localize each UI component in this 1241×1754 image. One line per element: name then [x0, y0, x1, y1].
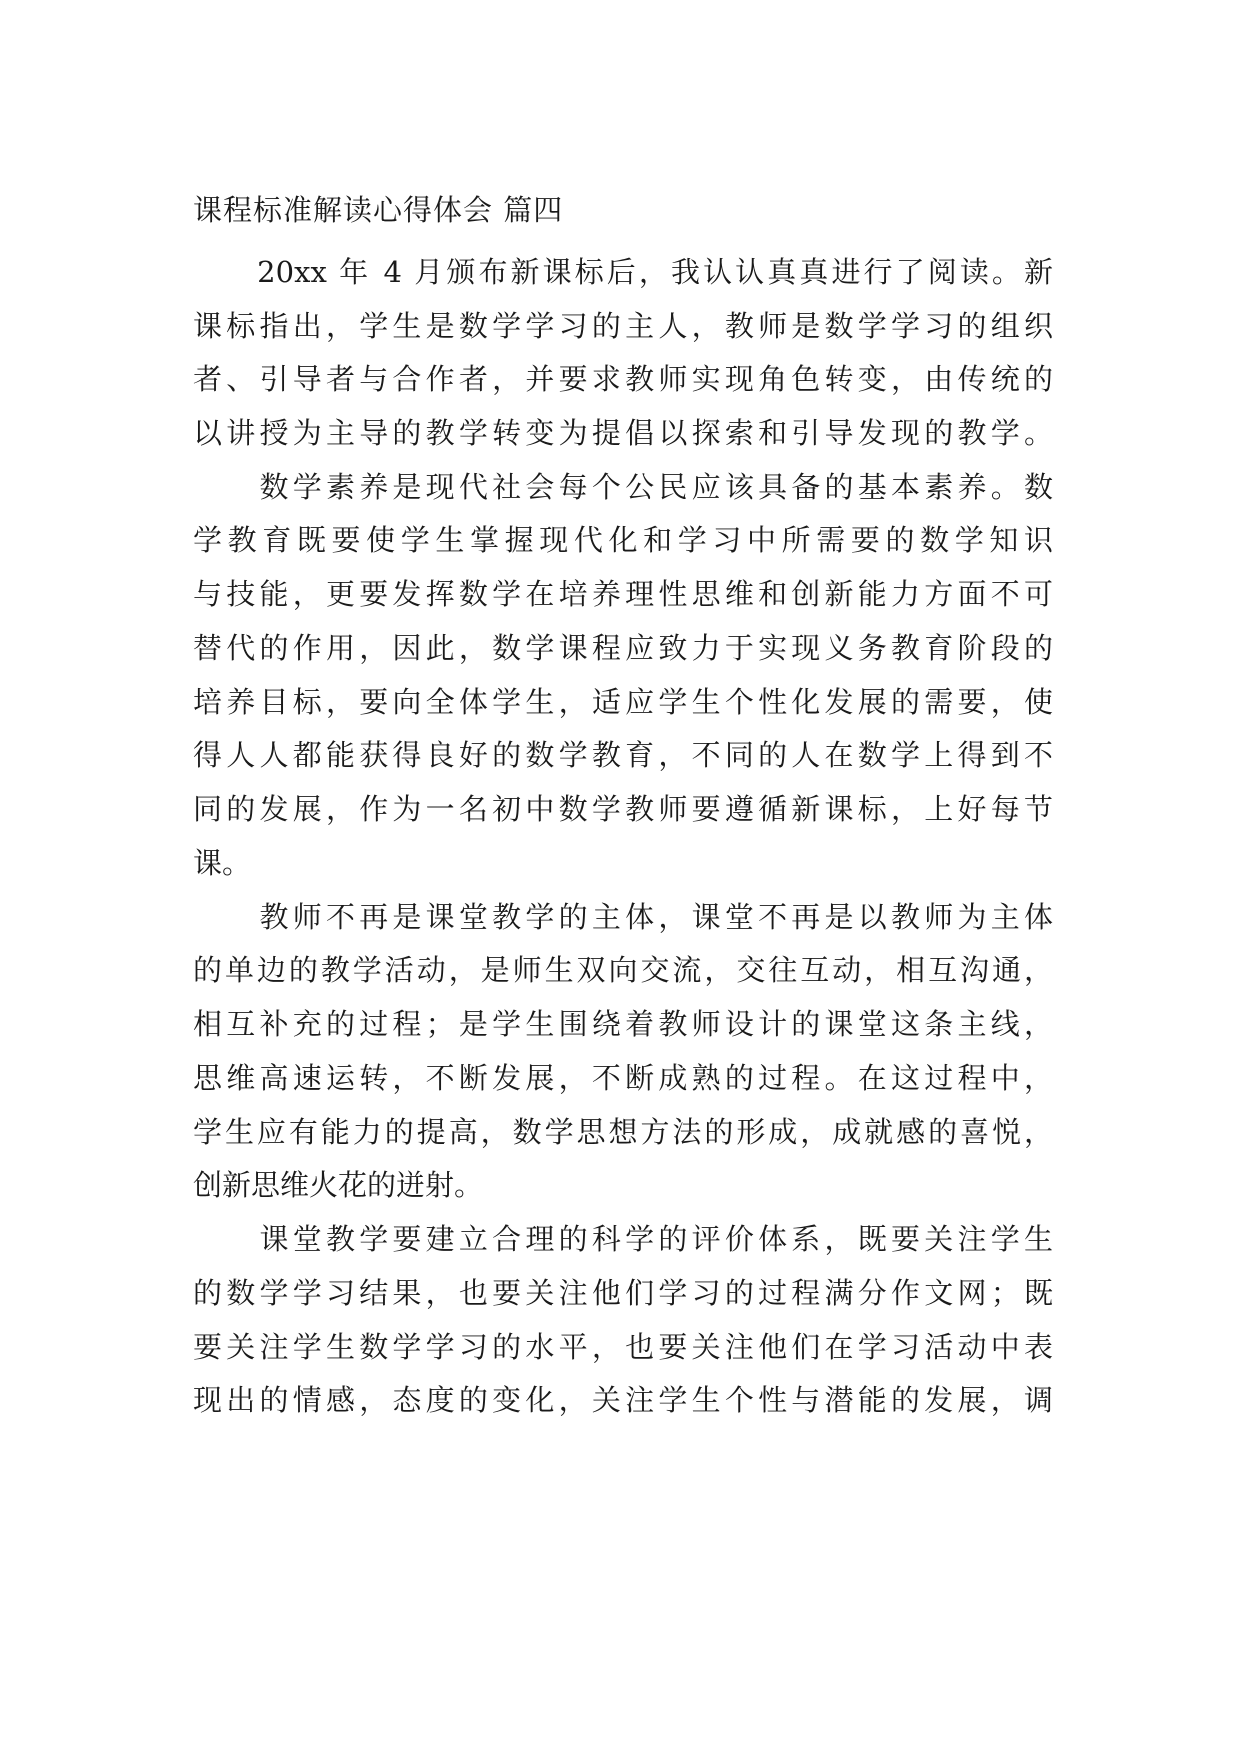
paragraph-2-line-2: 学教育既要使学生掌握现代化和学习中所需要的数学知识: [193, 523, 1053, 557]
paragraph-4-line-4: 现出的情感，态度的变化，关注学生个性与潜能的发展，调: [193, 1383, 1053, 1417]
paragraph-2-line-6: 得人人都能获得良好的数学教育，不同的人在数学上得到不: [193, 738, 1053, 772]
paragraph-1-line-1: 20xx 年 4 月颁布新课标后，我认认真真进行了阅读。新: [193, 255, 1053, 289]
paragraph-1-line-4: 以讲授为主导的教学转变为提倡以探索和引导发现的教学。: [193, 416, 1053, 450]
paragraph-2-line-7: 同的发展，作为一名初中数学教师要遵循新课标，上好每节: [193, 792, 1053, 826]
paragraph-3-line-1: 教师不再是课堂教学的主体，课堂不再是以教师为主体: [193, 900, 1053, 934]
paragraph-2-line-4: 替代的作用，因此，数学课程应致力于实现义务教育阶段的: [193, 631, 1053, 665]
paragraph-2-line-3: 与技能，更要发挥数学在培养理性思维和创新能力方面不可: [193, 577, 1053, 611]
paragraph-3-line-6: 创新思维火花的迸射。: [193, 1168, 484, 1202]
paragraph-4-line-1: 课堂教学要建立合理的科学的评价体系，既要关注学生: [193, 1222, 1053, 1256]
paragraph-4-line-2: 的数学学习结果，也要关注他们学习的过程满分作文网；既: [193, 1276, 1053, 1310]
paragraph-4-line-3: 要关注学生数学学习的水平，也要关注他们在学习活动中表: [193, 1330, 1053, 1364]
paragraph-3-line-3: 相互补充的过程；是学生围绕着教师设计的课堂这条主线，: [193, 1007, 1053, 1041]
paragraph-1-line-2: 课标指出，学生是数学学习的主人，教师是数学学习的组织: [193, 309, 1053, 343]
paragraph-1-line-3: 者、引导者与合作者，并要求教师实现角色转变，由传统的: [193, 362, 1053, 396]
paragraph-2-line-1: 数学素养是现代社会每个公民应该具备的基本素养。数: [193, 470, 1053, 504]
paragraph-3-line-4: 思维高速运转，不断发展，不断成熟的过程。在这过程中，: [193, 1061, 1053, 1095]
paragraph-3-line-2: 的单边的教学活动，是师生双向交流，交往互动，相互沟通，: [193, 953, 1053, 987]
paragraph-3-line-5: 学生应有能力的提高，数学思想方法的形成，成就感的喜悦，: [193, 1115, 1053, 1149]
paragraph-2-line-5: 培养目标，要向全体学生，适应学生个性化发展的需要，使: [193, 685, 1053, 719]
document-title: 课程标准解读心得体会 篇四: [193, 193, 564, 227]
paragraph-2-line-8: 课。: [193, 846, 252, 880]
